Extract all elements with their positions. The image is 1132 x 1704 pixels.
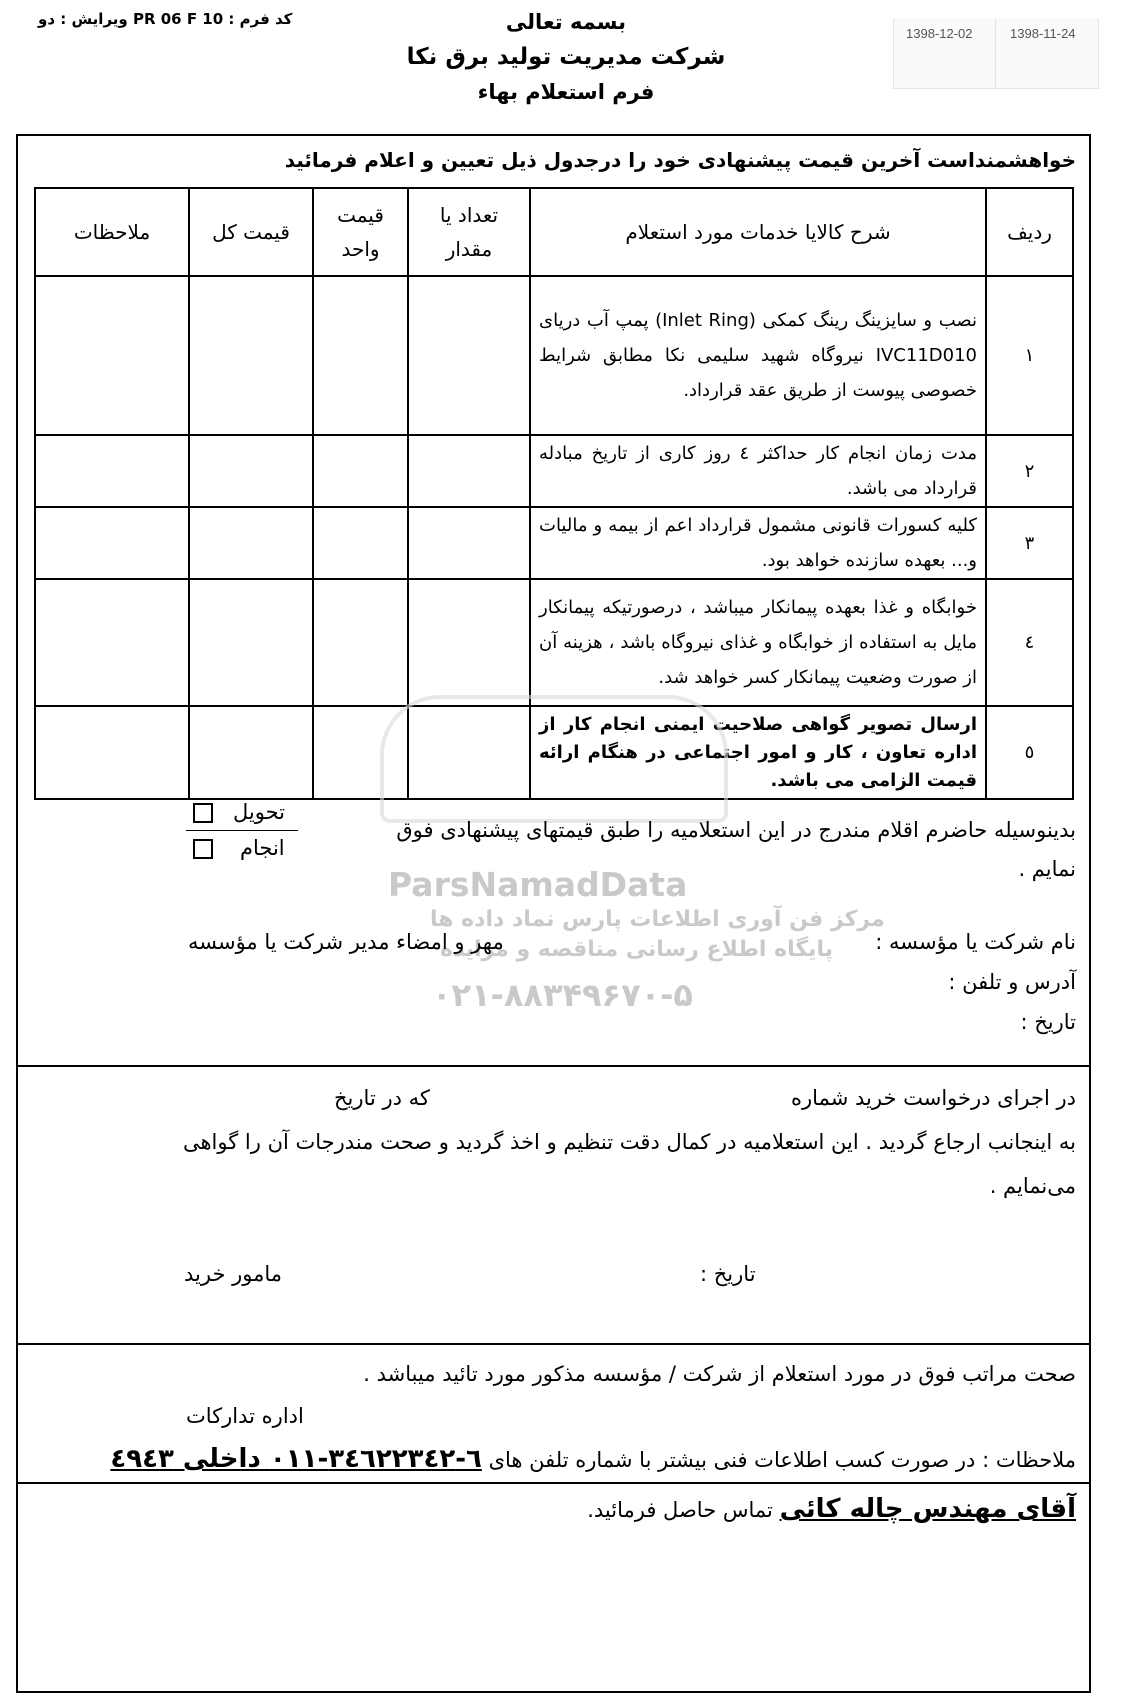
qty-cell[interactable] xyxy=(408,507,530,579)
row-number: ۱ xyxy=(986,276,1073,435)
qty-cell[interactable] xyxy=(408,579,530,706)
header-invocation: بسمه تعالی xyxy=(505,10,627,34)
perform-label: انجام xyxy=(240,836,285,860)
row-desc: ارسال تصویر گواهی صلاحیت ایمنی انجام کار از اداره تعاون ، کار و امور اجتماعی در هنگام ارائه قیمت الزامی می باشد. xyxy=(530,706,986,799)
purchase-request-label: در اجرای درخواست خرید شماره xyxy=(791,1086,1076,1110)
col-total-price: قیمت کل xyxy=(189,188,313,276)
watermark-line1: مرکز فن آوری اطلاعات پارس نماد داده ها xyxy=(430,907,885,932)
col-notes: ملاحظات xyxy=(35,188,189,276)
procurement-dept: اداره تدارکات xyxy=(186,1404,304,1428)
col-unit-price: قیمت واحد xyxy=(313,188,408,276)
form-code: کد فرم : PR 06 F 10 ویرایش : دو xyxy=(38,10,293,28)
notes-cell[interactable] xyxy=(35,276,189,435)
row-desc: خوابگاه و غذا بعهده پیمانکار میباشد ، درصورتیکه پیمانکار مایل به استفاده از خوابگاه و غذای نیروگاه باشد ، هزینه آن از صورت وضعیت پیمانکار کسر خواهد شد. xyxy=(530,579,986,706)
section-divider xyxy=(16,1482,1091,1484)
watermark-phone: ۰۲۱-۸۸۳۴۹۶۷۰-۵ xyxy=(432,976,693,1014)
row-desc: نصب و سایزینگ رینگ کمکی (Inlet Ring) پمپ آب دریای IVC11D010 نیروگاه شهید سلیمی نکا مطابق شرایط خصوصی پیوست از طریق عقد قرارداد. xyxy=(530,276,986,435)
total-price-cell[interactable] xyxy=(189,579,313,706)
notes-cell[interactable] xyxy=(35,435,189,507)
perform-checkbox[interactable] xyxy=(193,839,213,859)
contact-suffix: تماس حاصل فرمائید. xyxy=(587,1498,773,1522)
notes-cell[interactable] xyxy=(35,507,189,579)
unit-price-cell[interactable] xyxy=(313,276,408,435)
total-price-cell[interactable] xyxy=(189,706,313,799)
header-company: شرکت مدیریت تولید برق نکا xyxy=(406,44,726,70)
unit-price-cell[interactable] xyxy=(313,435,408,507)
watermark-brand: ParsNamadData xyxy=(388,865,688,904)
intro-text: خواهشمنداست آخرین قیمت پیشنهادی خود را درجدول ذیل تعیین و اعلام فرمائید xyxy=(284,148,1076,172)
purchase-date: تاریخ : xyxy=(700,1262,756,1286)
date-left: 1398-12-02 xyxy=(906,26,973,41)
total-price-cell[interactable] xyxy=(189,276,313,435)
table-row xyxy=(35,579,1073,706)
table-row xyxy=(35,276,1073,435)
header-form-title: فرم استعلام بهاء xyxy=(477,80,655,104)
qty-cell[interactable] xyxy=(408,276,530,435)
purchase-officer: مامور خرید xyxy=(184,1262,282,1286)
watermark-logo xyxy=(380,695,728,823)
section-divider xyxy=(16,1065,1091,1067)
delivery-checkbox[interactable] xyxy=(193,803,213,823)
col-row: ردیف xyxy=(986,188,1073,276)
company-date-label: تاریخ : xyxy=(1020,1010,1076,1034)
company-name-label: نام شرکت یا مؤسسه : xyxy=(875,930,1076,954)
watermark-line2: پایگاه اطلاع رسانی مناقصه و مزایده xyxy=(440,937,833,962)
notes-cell[interactable] xyxy=(35,579,189,706)
notes-line xyxy=(110,1444,1076,1474)
unit-price-cell[interactable] xyxy=(313,579,408,706)
purchase-statement: به اینجانب ارجاع گردید . این استعلامیه در کمال دقت تنظیم و اخذ گردید و صحت مندرجات آن را گواهی xyxy=(182,1130,1076,1154)
row-number: ۲ xyxy=(986,435,1073,507)
notes-prefix: ملاحظات : در صورت کسب اطلاعات فنی بیشتر با شماره تلفن های xyxy=(488,1448,1076,1472)
delivery-label: تحویل xyxy=(233,800,285,824)
row-desc: مدت زمان انجام کار حداکثر ٤ روز کاری از تاریخ مبادله قرارداد می باشد. xyxy=(530,435,986,507)
declaration-line2: نمایم . xyxy=(1018,857,1076,881)
total-price-cell[interactable] xyxy=(189,435,313,507)
address-phone-label: آدرس و تلفن : xyxy=(948,970,1076,994)
seal-signature-label: مهر و امضاء مدیر شرکت یا مؤسسه xyxy=(188,930,504,954)
contact-line xyxy=(587,1494,1076,1524)
table-row xyxy=(35,507,1073,579)
table-row xyxy=(35,435,1073,507)
unit-price-cell[interactable] xyxy=(313,507,408,579)
notes-cell[interactable] xyxy=(35,706,189,799)
declaration-line1: بدینوسیله حاضرم اقلام مندرج در این استعلامیه را طبق قیمتهای پیشنهادی فوق xyxy=(396,818,1076,842)
qty-cell[interactable] xyxy=(408,435,530,507)
purchase-date-label: که در تاریخ xyxy=(334,1086,430,1110)
row-desc: کلیه کسورات قانونی مشمول قرارداد اعم از بیمه و مالیات و... بعهده سازنده خواهد بود. xyxy=(530,507,986,579)
contact-name: آقای مهندس چاله کائی xyxy=(779,1494,1076,1524)
contact-phone: ٦-٣٤٦٢٢٣٤٢-٠١١ داخلی ٤٩٤٣ xyxy=(110,1444,482,1474)
date-right: 1398-11-24 xyxy=(1010,26,1076,41)
confirmation-text: صحت مراتب فوق در مورد استعلام از شرکت / مؤسسه مذکور مورد تائید میباشد . xyxy=(363,1362,1076,1386)
option-divider xyxy=(186,830,298,831)
purchase-statement-end: می‌نمایم . xyxy=(989,1174,1076,1198)
col-qty: تعداد یا مقدار xyxy=(408,188,530,276)
col-desc: شرح کالایا خدمات مورد استعلام xyxy=(530,188,986,276)
row-number: ٥ xyxy=(986,706,1073,799)
table-header-row xyxy=(35,188,1073,276)
row-number: ۳ xyxy=(986,507,1073,579)
row-number: ٤ xyxy=(986,579,1073,706)
section-divider xyxy=(16,1343,1091,1345)
total-price-cell[interactable] xyxy=(189,507,313,579)
